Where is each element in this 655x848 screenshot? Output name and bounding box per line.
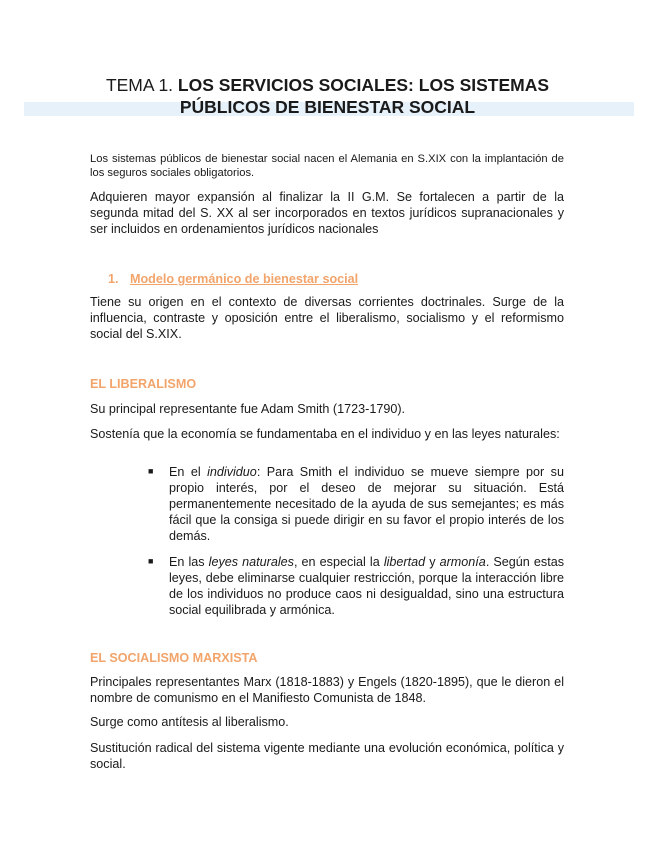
socialismo-paragraph-1: Principales representantes Marx (1818-1883) y Engels (1820-1895), que le dieron el nombre de comunismo en el Manifiesto Comunista de 1848. xyxy=(90,675,564,705)
bullet-leyes-naturales xyxy=(169,554,564,618)
bullet-leyes-em-3: armonía xyxy=(439,555,486,569)
liberalismo-heading: EL LIBERALISMO xyxy=(90,377,197,391)
bullet-individuo-pre: En el xyxy=(169,465,208,479)
intro-paragraph-1: Los sistemas públicos de bienestar social nacen el Alemania en S.XIX con la implantación de los seguros sociales obligatorios. xyxy=(90,153,564,179)
section-1-paragraph: Tiene su origen en el contexto de diversas corrientes doctrinales. Surge de la influencia, contraste y oposición entre el liberalismo, socialismo y el reformismo social del S.XIX. xyxy=(90,295,564,341)
liberalismo-paragraph-1: Su principal representante fue Adam Smith (1723-1790). xyxy=(90,402,406,416)
bullet-individuo xyxy=(169,464,564,544)
bullet-individuo-em: individuo xyxy=(207,465,257,479)
socialismo-paragraph-3: Sustitución radical del sistema vigente mediante una evolución económica, política y social. xyxy=(90,741,564,771)
bullet-leyes-em-2: libertad xyxy=(383,555,426,569)
section-1-heading xyxy=(108,271,358,287)
liberalismo-paragraph-2: Sostenía que la economía se fundamentaba en el individuo y en las leyes naturales: xyxy=(90,427,560,441)
title-line-1 xyxy=(0,74,655,96)
bullet-leyes-mid-1: , en especial la xyxy=(293,555,384,569)
bullet-leyes-pre: En las xyxy=(169,555,209,569)
bullet-individuo-post: : Para Smith el individuo se mueve siempre por su propio interés, por el deseo de mejorar su situación. Está permanentemente necesitado de la ayuda de sus semejantes; es más fácil que la consiga si puede dirigir en su favor el propio interés de los demás. xyxy=(169,465,564,543)
intro-paragraph-2: Adquieren mayor expansión al finalizar la II G.M. Se fortalecen a partir de la segunda mitad del S. XX al ser incorporados en textos jurídicos supranacionales y ser incluidos en ordenamientos jurídicos nacionales xyxy=(90,190,564,236)
document-title xyxy=(0,74,655,118)
socialismo-heading: EL SOCIALISMO MARXISTA xyxy=(90,651,258,665)
bullet-marker: ■ xyxy=(148,556,154,566)
title-lead: TEMA 1. xyxy=(105,75,174,95)
bullet-leyes-post: . Según estas leyes, debe eliminarse cualquier restricción, porque la interacción libre de los individuos no produce caos ni desigualdad, sino una estructura social equilibrada y armónica. xyxy=(169,555,564,617)
socialismo-paragraph-2: Surge como antítesis al liberalismo. xyxy=(90,715,289,729)
title-bold-line-1: LOS SERVICIOS SOCIALES: LOS SISTEMAS xyxy=(177,75,550,95)
bullet-leyes-mid-2: y xyxy=(425,555,440,569)
bullet-leyes-em-1: leyes naturales xyxy=(208,555,294,569)
section-1-number: 1. xyxy=(108,272,119,286)
bullet-marker: ■ xyxy=(148,466,154,476)
title-bold-line-2: PÚBLICOS DE BIENESTAR SOCIAL xyxy=(179,97,476,117)
section-1-heading-text: Modelo germánico de bienestar social xyxy=(130,272,359,286)
